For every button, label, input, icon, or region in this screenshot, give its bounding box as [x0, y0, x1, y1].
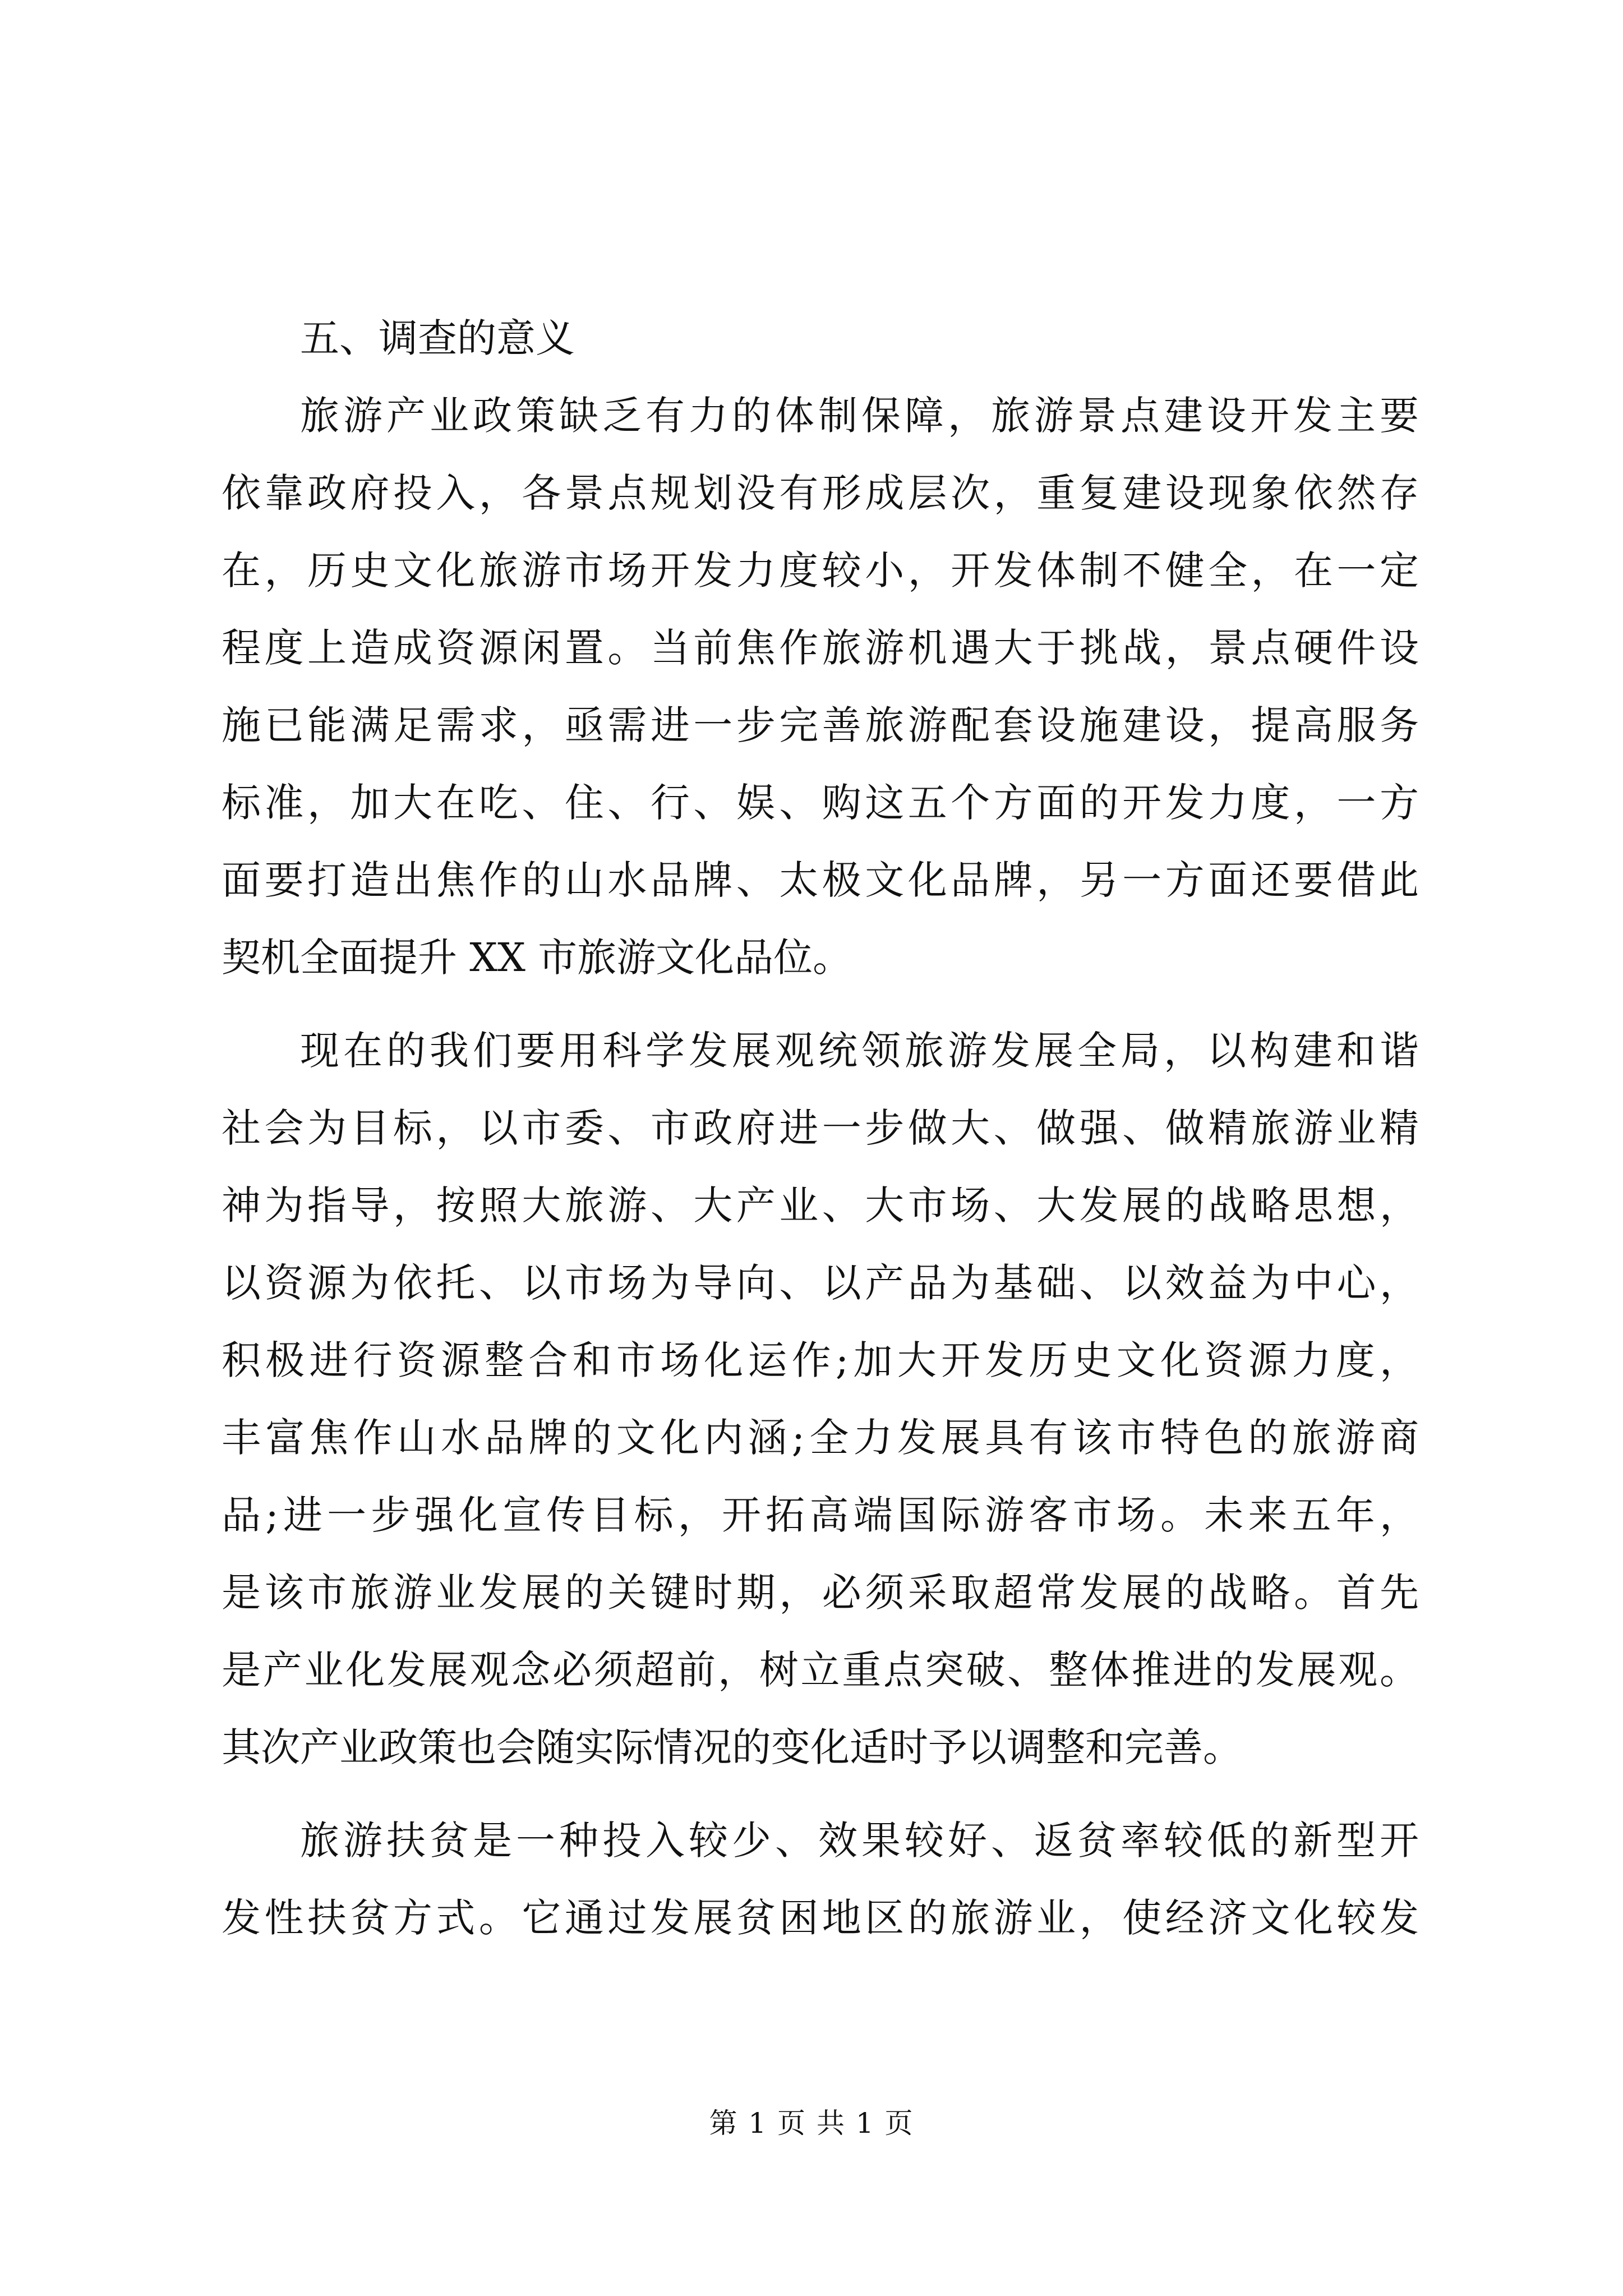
paragraph-line: 契机全面提升 XX 市旅游文化品位。	[222, 935, 852, 981]
paragraph-line: 丰富焦作山水品牌的文化内涵;全力发展具有该市特色的旅游商	[222, 1415, 1419, 1461]
page-footer: 第 1 页 共 1 页	[709, 2107, 914, 2139]
paragraph-line: 旅游扶贫是一种投入较少、效果较好、返贫率较低的新型开	[300, 1818, 1419, 1864]
paragraph-2	[222, 1012, 1419, 1786]
paragraph-line: 依靠政府投入，各景点规划没有形成层次，重复建设现象依然存	[222, 470, 1419, 516]
paragraph-line: 发性扶贫方式。它通过发展贫困地区的旅游业，使经济文化较发	[222, 1895, 1419, 1941]
paragraph-line: 面要打造出焦作的山水品牌、太极文化品牌，另一方面还要借此	[222, 857, 1419, 903]
document-body	[222, 300, 1419, 1972]
section-heading: 五、调查的意义	[300, 315, 575, 361]
paragraph-line: 标准，加大在吃、住、行、娱、购这五个方面的开发力度，一方	[222, 780, 1419, 826]
paragraph-line: 以资源为依托、以市场为导向、以产品为基础、以效益为中心，	[222, 1260, 1419, 1306]
paragraph-line: 是产业化发展观念必须超前，树立重点突破、整体推进的发展观。	[222, 1647, 1419, 1693]
paragraph-line: 在，历史文化旅游市场开发力度较小，开发体制不健全，在一定	[222, 547, 1419, 593]
paragraph-line: 积极进行资源整合和市场化运作;加大开发历史文化资源力度，	[222, 1337, 1419, 1383]
paragraph-line: 社会为目标，以市委、市政府进一步做大、做强、做精旅游业精	[222, 1105, 1419, 1151]
paragraph-line: 现在的我们要用科学发展观统领旅游发展全局，以构建和谐	[300, 1028, 1419, 1074]
paragraph-line: 是该市旅游业发展的关键时期，必须采取超常发展的战略。首先	[222, 1570, 1419, 1616]
paragraph-line: 品;进一步强化宣传目标，开拓高端国际游客市场。未来五年，	[222, 1492, 1419, 1538]
paragraph-line: 其次产业政策也会随实际情况的变化适时予以调整和完善。	[222, 1724, 1242, 1770]
paragraph-line: 旅游产业政策缺乏有力的体制保障，旅游景点建设开发主要	[300, 393, 1419, 439]
paragraph-line: 施已能满足需求，亟需进一步完善旅游配套设施建设，提高服务	[222, 702, 1419, 748]
paragraph-line: 神为指导，按照大旅游、大产业、大市场、大发展的战略思想，	[222, 1182, 1419, 1228]
paragraph-1	[222, 377, 1419, 996]
paragraph-3	[222, 1802, 1419, 1957]
paragraph-line: 程度上造成资源闲置。当前焦作旅游机遇大于挑战，景点硬件设	[222, 625, 1419, 671]
